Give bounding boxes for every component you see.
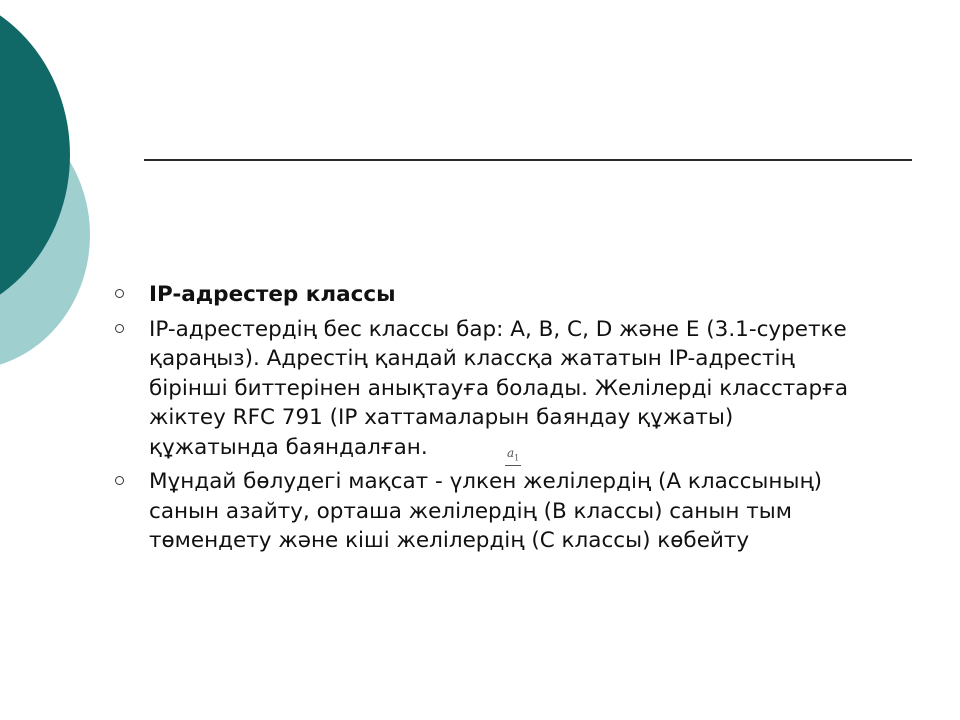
bullet-text: IP-адрестердің бес классы бар: A, B, C, D және E (3.1-суретке қараңыз). Адрестің қандай классқа жататын IP-адрестің бірінші биттерінен анықтауға болады. Желілерді класстарға жіктеу RFC 791 (IP хаттамаларын баяндау құжаты) құжатында баяндалған. — [149, 316, 849, 460]
bullet-text: Мұндай бөлудегі мақсат - үлкен желілердің (А классының) санын азайту, орташа желілердің (В классы) санын тым төмендету және кіші желілердің (С классы) көбейту — [149, 469, 823, 553]
title-divider — [144, 159, 912, 161]
bullet-item — [112, 280, 852, 310]
footnote-marker[interactable] — [505, 447, 521, 466]
bullet-item — [112, 315, 852, 463]
bullet-circle-icon — [115, 476, 124, 485]
bullet-item — [112, 467, 852, 556]
bullet-list — [112, 280, 852, 561]
footnote-marker-base: a — [507, 446, 515, 460]
footnote-marker-sub: 1 — [514, 453, 520, 463]
bullet-circle-icon — [115, 324, 124, 333]
bullet-circle-icon — [115, 289, 124, 298]
bullet-heading-text: IP-адрестер классы — [149, 282, 396, 307]
